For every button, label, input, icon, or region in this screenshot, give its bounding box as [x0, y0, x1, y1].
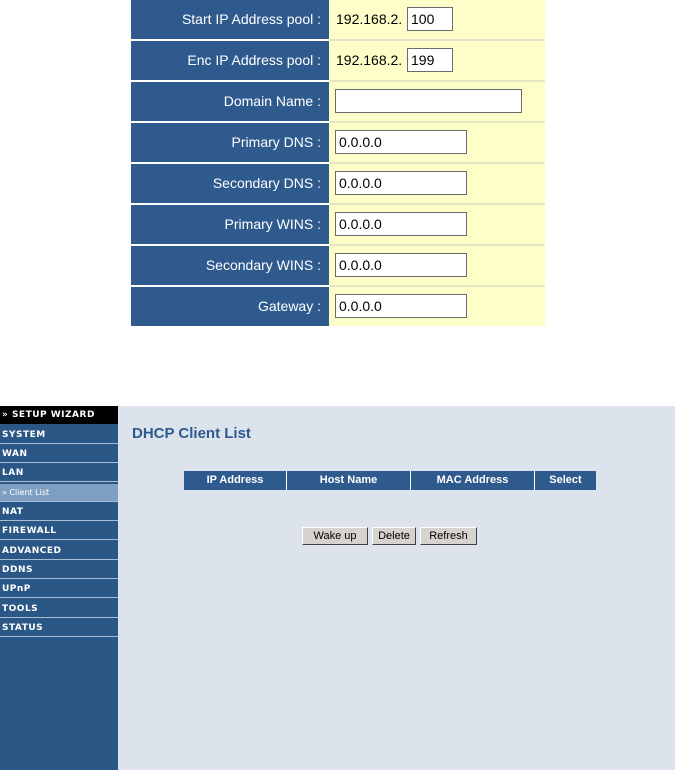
gateway-label: Gateway : — [131, 287, 329, 326]
secondary-wins-row — [131, 246, 545, 285]
page-title: DHCP Client List — [132, 425, 251, 442]
sidebar-item-lan[interactable]: LAN — [0, 464, 118, 482]
primary-dns-row — [131, 123, 545, 162]
sidebar-item-advanced[interactable]: ADVANCED — [0, 542, 118, 560]
sidebar-item-setup-wizard[interactable]: » SETUP WIZARD — [0, 406, 118, 424]
gateway-row — [131, 287, 545, 326]
primary-dns-cell — [330, 123, 545, 162]
sidebar-item-wan[interactable]: WAN — [0, 445, 118, 463]
secondary-dns-row — [131, 164, 545, 203]
primary-dns-input[interactable]: 0.0.0.0 — [335, 130, 467, 154]
end-ip-input[interactable]: 199 — [407, 48, 453, 72]
sidebar-item-nat[interactable]: NAT — [0, 503, 118, 521]
primary-wins-label: Primary WINS : — [131, 205, 329, 244]
domain-name-row — [131, 82, 545, 121]
primary-wins-cell — [330, 205, 545, 244]
primary-wins-row — [131, 205, 545, 244]
primary-wins-input[interactable]: 0.0.0.0 — [335, 212, 467, 236]
start-ip-prefix: 192.168.2. — [336, 11, 403, 27]
secondary-wins-cell — [330, 246, 545, 285]
end-ip-label: Enc IP Address pool : — [131, 41, 329, 80]
end-ip-cell — [330, 41, 545, 80]
sidebar-item-client-list[interactable]: » Client List — [0, 484, 118, 502]
sidebar-item-upnp[interactable]: UPnP — [0, 580, 118, 598]
gateway-input[interactable]: 0.0.0.0 — [335, 294, 467, 318]
dhcp-config-table — [131, 0, 545, 326]
main-content — [118, 406, 675, 770]
refresh-button[interactable]: Refresh — [420, 527, 477, 545]
secondary-wins-label: Secondary WINS : — [131, 246, 329, 285]
start-ip-cell — [330, 0, 545, 39]
end-ip-row — [131, 41, 545, 80]
sidebar-menu — [0, 406, 118, 770]
column-header-ip-address: IP Address — [184, 471, 287, 490]
start-ip-input[interactable]: 100 — [407, 7, 453, 31]
sidebar-item-tools[interactable]: TOOLS — [0, 600, 118, 618]
secondary-wins-input[interactable]: 0.0.0.0 — [335, 253, 467, 277]
primary-dns-label: Primary DNS : — [131, 123, 329, 162]
gateway-cell — [330, 287, 545, 326]
domain-name-cell — [330, 82, 545, 121]
end-ip-prefix: 192.168.2. — [336, 52, 403, 68]
secondary-dns-cell — [330, 164, 545, 203]
column-header-select: Select — [549, 474, 582, 486]
client-list-table-header — [184, 471, 596, 490]
start-ip-row — [131, 0, 545, 39]
secondary-dns-label: Secondary DNS : — [131, 164, 329, 203]
sidebar-item-ddns[interactable]: DDNS — [0, 561, 118, 579]
domain-name-input[interactable] — [335, 89, 522, 113]
column-header-host-name: Host Name — [287, 471, 411, 490]
wake-up-button[interactable]: Wake up — [302, 527, 368, 545]
sidebar-item-status[interactable]: STATUS — [0, 619, 118, 637]
delete-button[interactable]: Delete — [372, 527, 416, 545]
sidebar-item-system[interactable]: SYSTEM — [0, 426, 118, 444]
column-header-mac-address: MAC Address — [411, 471, 535, 490]
sidebar-item-firewall[interactable]: FIREWALL — [0, 522, 118, 540]
domain-name-label: Domain Name : — [131, 82, 329, 121]
router-admin-window — [0, 406, 676, 770]
secondary-dns-input[interactable]: 0.0.0.0 — [335, 171, 467, 195]
start-ip-label: Start IP Address pool : — [131, 0, 329, 39]
